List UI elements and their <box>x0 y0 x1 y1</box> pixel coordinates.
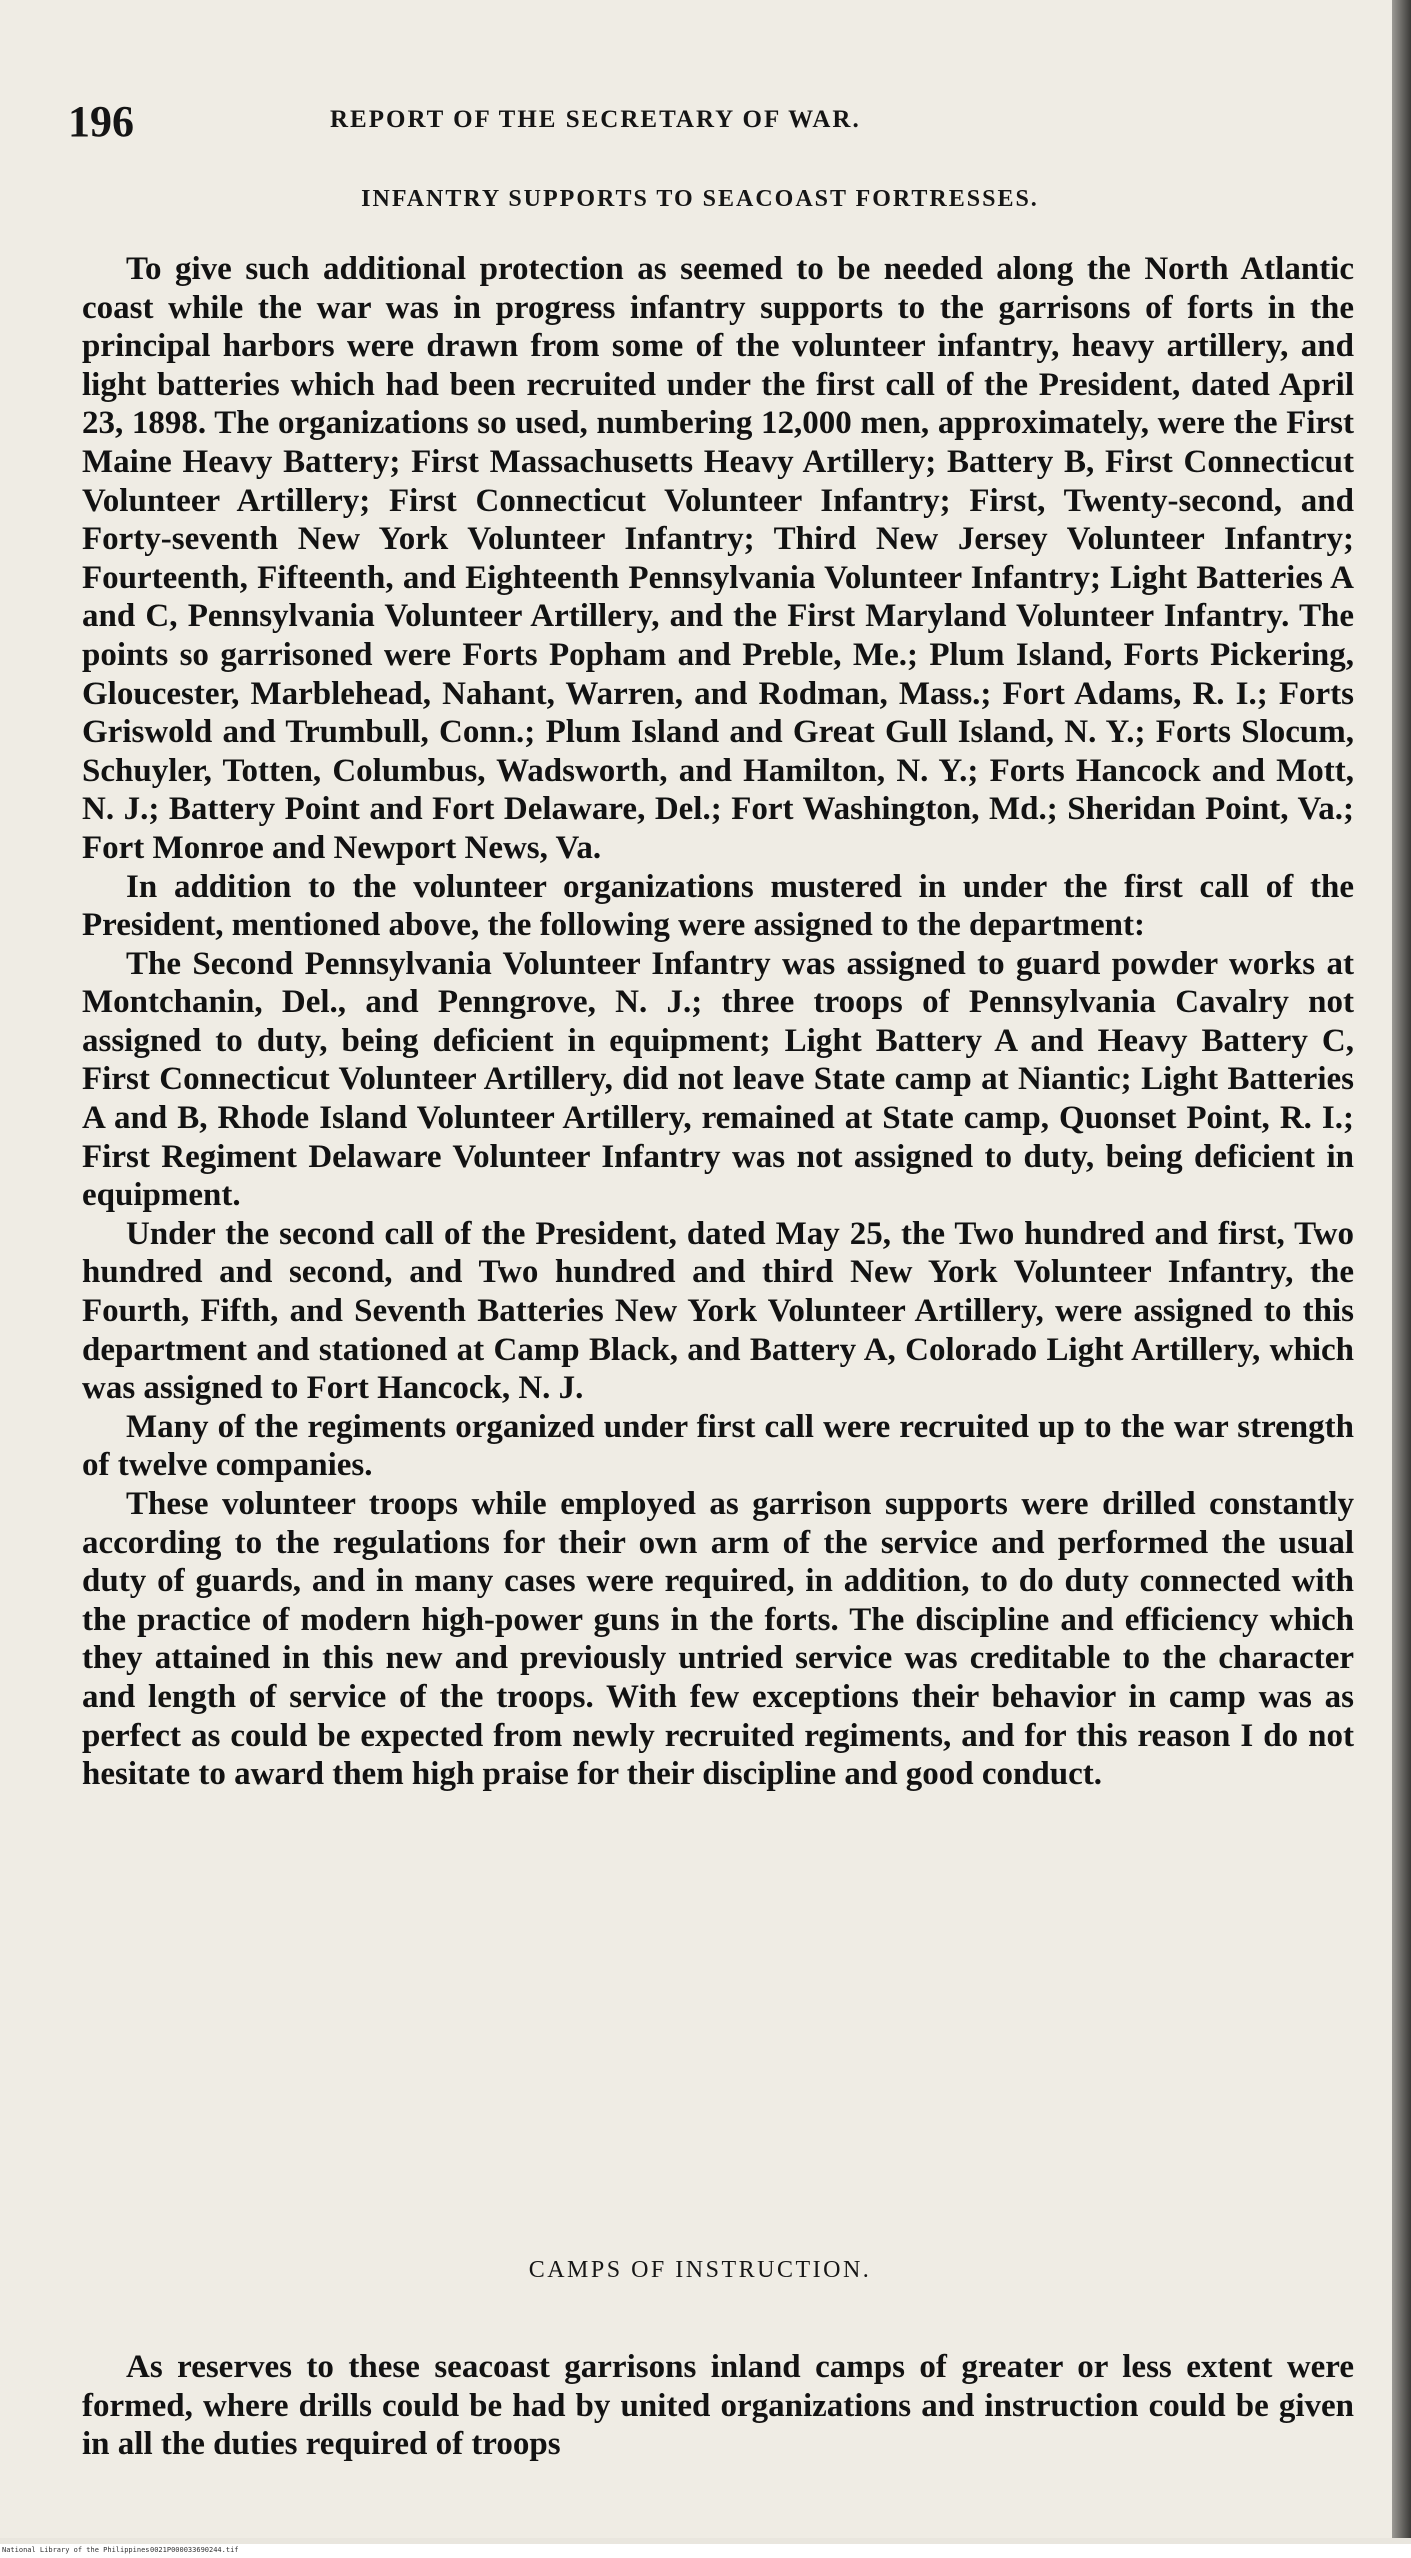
footer-library-name: National Library of the Philippines <box>2 2546 150 2554</box>
section-body-camps-of-instruction <box>82 2348 1354 2464</box>
paragraph: Many of the regiments organized under first call were recruited up to the war strength of twelve companies. <box>82 1408 1354 1484</box>
paragraph: In addition to the volunteer organizations mustered in under the first call of the President, mentioned above, the following were assigned to the department: <box>82 868 1354 944</box>
paragraph: As reserves to these seacoast garrisons inland camps of greater or less extent were formed, where drills could be had by united organizations and instruction could be given in all the duties required of troops <box>82 2349 1354 2463</box>
page-number: 196 <box>68 97 134 146</box>
paragraph: Under the second call of the President, dated May 25, the Two hundred and first, Two hundred and second, and Two hundred and third New York Volunteer Infantry, the Fourth, Fifth, and Seventh Batteries New York Volunteer Artillery, were assigned to this department and stationed at Camp Black, and Battery A, Colorado Light Artillery, which was assigned to Fort Hancock, N. J. <box>82 1215 1354 1407</box>
report-title: REPORT OF THE SECRETARY OF WAR. <box>330 106 861 133</box>
section-heading-infantry-supports: INFANTRY SUPPORTS TO SEACOAST FORTRESSES. <box>361 186 1039 212</box>
section-heading-camps-of-instruction: CAMPS OF INSTRUCTION. <box>528 2257 872 2283</box>
footer-file-id: 0021P000033690244.tif <box>150 2546 239 2554</box>
section-body-infantry-supports <box>82 250 1354 1794</box>
paragraph: These volunteer troops while employed as garrison supports were drilled constantly according to the regulations for their own arm of the service and performed the usual duty of guards, and in many cases were required, in addition, to do duty connected with the practice of modern high-power guns in the forts. The discipline and efficiency which they attained in this new and previously untried service was creditable to the character and length of service of the troops. With few exceptions their behavior in camp was as perfect as could be expected from newly recruited regiments, and for this reason I do not hesitate to award them high praise for their discipline and good conduct. <box>82 1486 1354 1793</box>
paragraph: The Second Pennsylvania Volunteer Infantry was assigned to guard powder works at Montchanin, Del., and Penngrove, N. J.; three troops of Pennsylvania Cavalry not assigned to duty, being deficient in equipment; Light Battery A and Heavy Battery C, First Connecticut Volunteer Artillery, did not leave State camp at Niantic; Light Batteries A and B, Rhode Island Volunteer Artillery, remained at State camp, Quonset Point, R. I.; First Regiment Delaware Volunteer Infantry was not assigned to duty, being deficient in equipment. <box>82 945 1354 1214</box>
page-edge-shadow <box>1392 0 1411 2538</box>
paragraph: To give such additional protection as seemed to be needed along the North Atlantic coast while the war was in progress infantry supports to the garrisons of forts in the principal harbors were drawn from some of the volunteer infantry, heavy artillery, and light batteries which had been recruited under the first call of the President, dated April 23, 1898. The organizations so used, numbering 12,000 men, approximately, were the First Maine Heavy Battery; First Massachusetts Heavy Artillery; Battery B, First Connecticut Volunteer Artillery; First Connecticut Volunteer Infantry; First, Twenty-second, and Forty-seventh New York Volunteer Infantry; Third New Jersey Volunteer Infantry; Fourteenth, Fifteenth, and Eighteenth Pennsylvania Volunteer Infantry; Light Batteries A and C, Pennsylvania Volunteer Artillery, and the First Maryland Volunteer Infantry. The points so garrisoned were Forts Popham and Preble, Me.; Plum Island, Forts Pickering, Gloucester, Marblehead, Nahant, Warren, and Rodman, Mass.; Fort Adams, R. I.; Forts Griswold and Trumbull, Conn.; Plum Island and Great Gull Island, N. Y.; Forts Slocum, Schuyler, Totten, Columbus, Wadsworth, and Hamilton, N. Y.; Forts Hancock and Mott, N. J.; Battery Point and Fort Delaware, Del.; Fort Washington, Md.; Sheridan Point, Va.; Fort Monroe and Newport News, Va. <box>82 251 1354 866</box>
running-head <box>68 96 1368 146</box>
